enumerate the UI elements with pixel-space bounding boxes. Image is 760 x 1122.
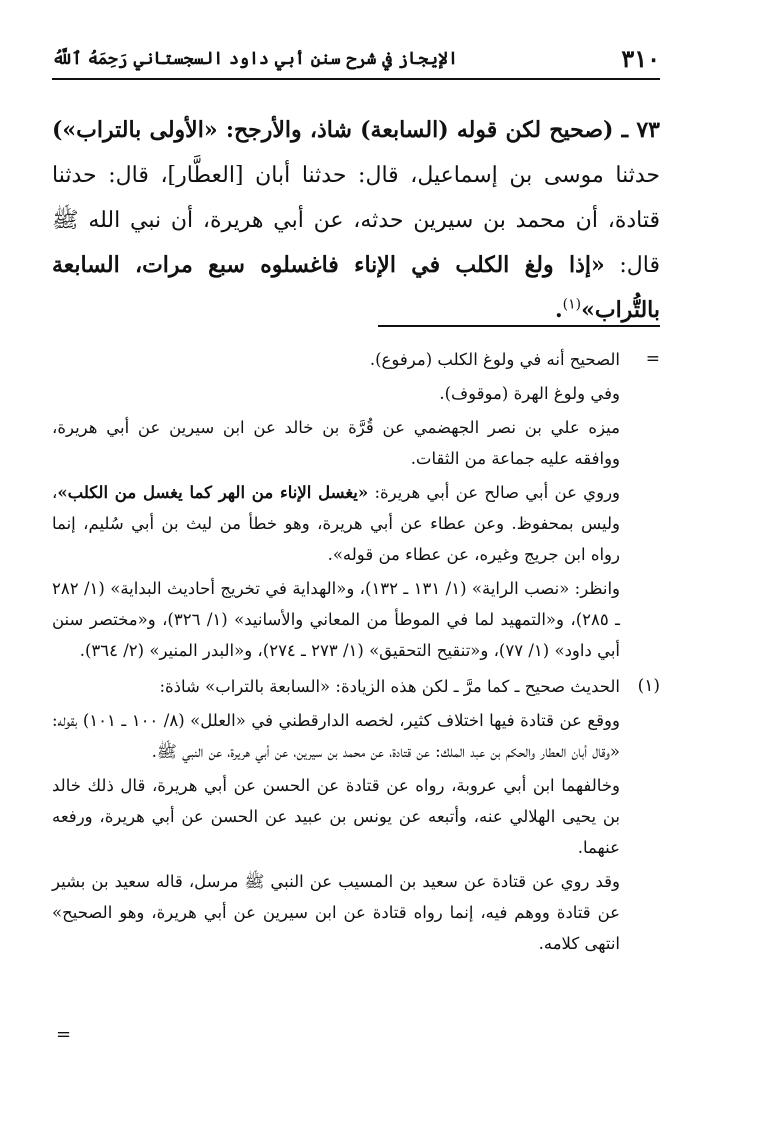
hadith-isnad: حدثنا موسى بن إسماعيل، قال: حدثنا أبان [العطَّار]، قال: حدثنا قتادة، أن محمد بن سيرين حدثه، عن أبي هريرة، أن نبي الله ﷺ قال:	[52, 163, 661, 278]
footnotes	[52, 344, 660, 964]
hadith-paragraph	[52, 108, 660, 333]
footnote-paragraph: الصحيح أنه في ولوغ الكلب (مرفوع).	[369, 350, 620, 369]
footnote-paragraph: وقد روي عن قتادة عن سعيد بن المسيب عن النبي ﷺ مرسل، قاله سعيد بن بشير عن قتادة ووهم فيه، إنما رواه قتادة عن ابن سيرين عن أبي هريرة، وهو الصحيح» انتهى كلامه.	[52, 872, 620, 953]
footnote-separator	[378, 325, 660, 327]
hadith-end-mark: .	[554, 297, 563, 323]
footnote-continuation-body	[52, 344, 620, 669]
footnote-text: ، وليس بمحفوظ. وعن عطاء عن أبي هريرة، وهو خطأ من ليث بن أبي سُليم، إنما رواه ابن جريج وغيره، عن عطاء من قوله».	[52, 483, 620, 564]
footnote-continuation	[52, 344, 660, 669]
continuation-marker: =	[645, 349, 660, 369]
footnote-paragraph: وخالفهما ابن أبي عروبة، رواه عن قتادة عن الحسن عن أبي هريرة، قال ذلك خالد بن يحيى الهلالي عنه، وأتبعه عن يونس بن عبيد عن الحسن عن أبي هريرة، ورفعه عنهما.	[52, 776, 620, 857]
continues-marker: =	[56, 1024, 72, 1045]
footnote-paragraph: وانظر: «نصب الراية» (١/ ١٣١ ـ ١٣٢)، و«الهداية في تخريج أحاديث البداية» (١/ ٢٨٢ ـ ٢٨٥)، و«التمهيد لما في الموطأ من المعاني والأسانيد» (١/ ٣٢٦)، و«مختصر سنن أبي داود» (١/ ٧٧)، و«تنقيح التحقيق» (١/ ٢٧٣ ـ ٢٧٤)، و«البدر المنير» (٢/ ٣٦٤).	[52, 579, 621, 660]
footnote-paragraph: ووقع عن قتادة فيها اختلاف كثير، لخصه الدارقطني في «العلل» (٨/ ١٠٠ ـ ١٠١) بقوله: «وقال أبان العطار والحكم بن عبد الملك: عن قتادة، عن محمد بن سيرين، عن أبي هريرة، عن النبي ﷺ.	[52, 711, 620, 761]
footnote-paragraph: وفي ولوغ الهرة (موقوف).	[439, 384, 620, 403]
page-number: ٣١٠	[621, 43, 660, 73]
hadith-matn: «إذا ولغ الكلب في الإناء فاغسلوه سبع مرات، السابعة بالتُّراب»	[52, 252, 660, 323]
footnote-paragraph	[52, 477, 620, 570]
footnote-1-body	[52, 671, 620, 962]
footnote-1-marker: (١)	[637, 676, 660, 696]
footnote-1	[52, 671, 660, 962]
footnote-paragraph: الحديث صحيح ـ كما مرَّ ـ لكن هذه الزيادة: «السابعة بالتراب» شاذة:	[159, 677, 620, 696]
footnote-text: وروي عن أبي صالح عن أبي هريرة:	[368, 483, 620, 502]
hadith-heading: ٧٣ ـ (صحيح لكن قوله (السابعة) شاذ، والأرجح: «الأولى بالتراب»)	[52, 117, 660, 143]
footnote-quote-bold: «يغسل الإناء من الهر كما يغسل من الكلب»	[57, 483, 369, 502]
page-header	[52, 38, 660, 80]
hadith-text	[52, 108, 660, 333]
footnote-reference[interactable]: (١)	[562, 296, 582, 313]
running-title: الإيجاز في شرح سنن أبي داود السجستاني رَحِمَهُ ٱللَّهُ	[52, 48, 458, 69]
footnote-paragraph: ميزه علي بن نصر الجهضمي عن قُرَّة بن خالد عن ابن سيرين عن أبي هريرة، ووافقه عليه جماعة من الثقات.	[52, 418, 620, 468]
